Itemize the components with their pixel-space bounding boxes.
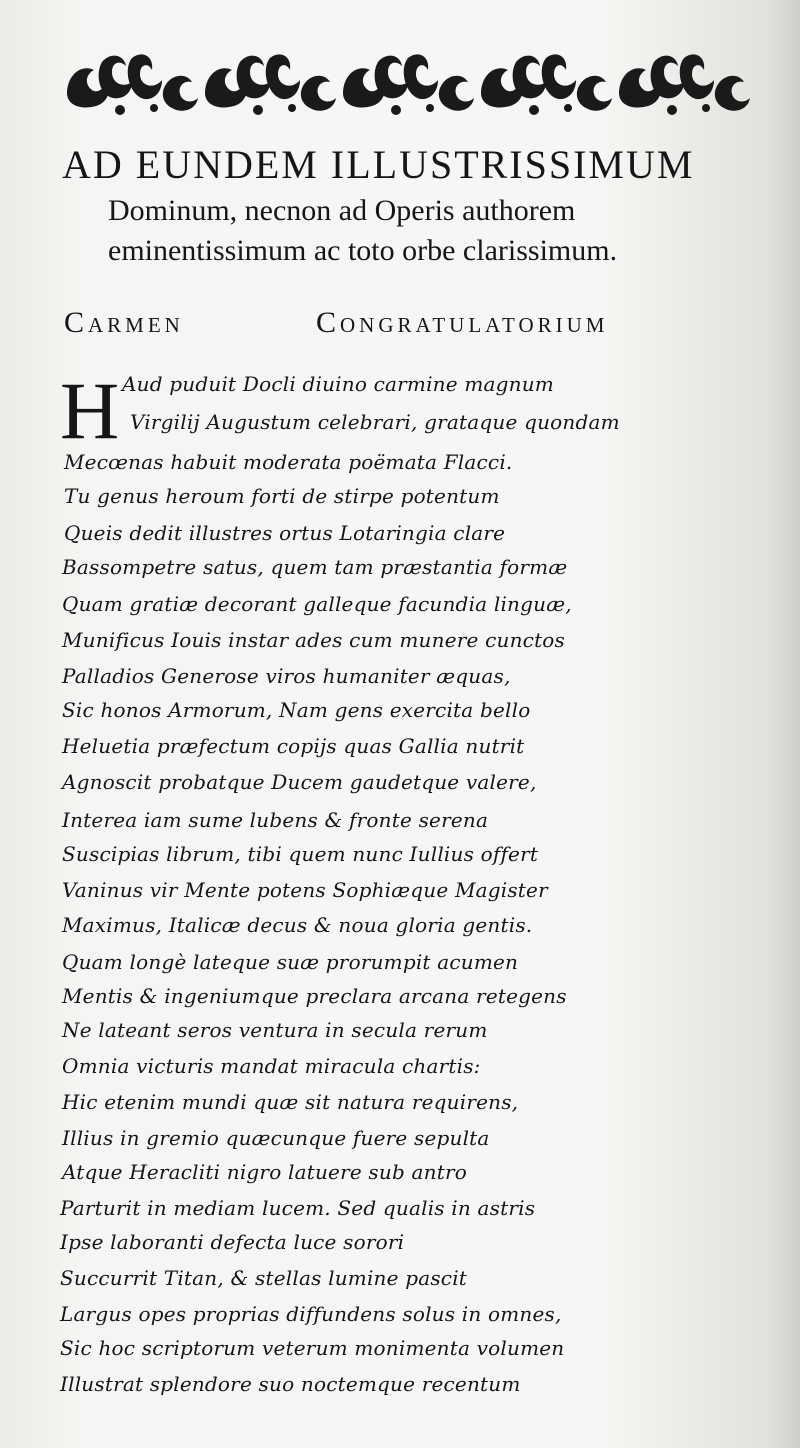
verse-line: Ne lateant seros ventura in secula rerum bbox=[62, 1018, 488, 1042]
verse-line: Munificus Iouis instar ades cum munere cunctos bbox=[62, 628, 566, 652]
verse-line: Omnia victuris mandat miracula chartis: bbox=[62, 1054, 481, 1078]
verse-line: Virgilij Augustum celebrari, grataque quondam bbox=[130, 410, 620, 434]
verse-line: Succurrit Titan, & stellas lumine pascit bbox=[60, 1266, 468, 1290]
verse-line: Parturit in mediam lucem. Sed qualis in astris bbox=[60, 1196, 536, 1220]
verse-line: Agnoscit probatque Ducem gaudetque valere, bbox=[62, 770, 537, 794]
subheading-word-2: Congratulatorium bbox=[316, 306, 609, 339]
drop-capital: H bbox=[60, 365, 120, 456]
verse-line: Interea iam sume lubens & fronte serena bbox=[62, 808, 489, 832]
verse-line: Queis dedit illustres ortus Lotaringia clare bbox=[64, 521, 506, 545]
verse-line: Sic hoc scriptorum veterum monimenta volumen bbox=[60, 1336, 565, 1360]
heading-line-1: AD EUNDEM ILLUSTRISSIMUM bbox=[62, 142, 695, 187]
verse-line: Suscipias librum, tibi quem nunc Iullius offert bbox=[62, 842, 539, 866]
verse-line: Sic honos Armorum, Nam gens exercita bello bbox=[62, 698, 531, 722]
verse-line: Tu genus heroum forti de stirpe potentum bbox=[64, 484, 500, 508]
verse-line: Vaninus vir Mente potens Sophiæque Magister bbox=[62, 878, 548, 902]
verse-line: Illustrat splendore suo noctemque recentum bbox=[60, 1372, 521, 1396]
verse-line: Hic etenim mundi quæ sit natura requirens, bbox=[62, 1090, 519, 1114]
verse-line: Quam gratiæ decorant galleque facundia linguæ, bbox=[62, 592, 572, 616]
verse-line: Largus opes proprias diffundens solus in omnes, bbox=[60, 1302, 562, 1326]
subheading-word-1: Carmen bbox=[64, 306, 184, 339]
verse-line: Quam longè lateque suæ prorumpit acumen bbox=[62, 950, 519, 974]
verse-line: Ipse laboranti defecta luce sorori bbox=[60, 1230, 405, 1254]
ornamental-headpiece bbox=[62, 44, 762, 120]
verse-line: Heluetia præfectum copijs quas Gallia nutrit bbox=[62, 734, 525, 758]
verse-line: Illius in gremio quæcunque fuere sepulta bbox=[62, 1126, 490, 1150]
verse-line: Atque Heracliti nigro latuere sub antro bbox=[62, 1160, 467, 1184]
heading-line-2: Dominum, necnon ad Operis authorem bbox=[108, 194, 576, 227]
verse-line: Aud puduit Docli diuino carmine magnum bbox=[122, 372, 554, 396]
verse-line: Mentis & ingeniumque preclara arcana retegens bbox=[62, 984, 567, 1008]
verse-line: Maximus, Italicæ decus & noua gloria gentis. bbox=[62, 913, 533, 937]
heading-line-3: eminentissimum ac toto orbe clarissimum. bbox=[108, 234, 618, 267]
verse-line: Palladios Generose viros humaniter æquas, bbox=[62, 664, 511, 688]
verse-line: Bassompetre satus, quem tam præstantia formæ bbox=[62, 555, 568, 579]
verse-line: Mecœnas habuit moderata poëmata Flacci. bbox=[64, 450, 513, 474]
